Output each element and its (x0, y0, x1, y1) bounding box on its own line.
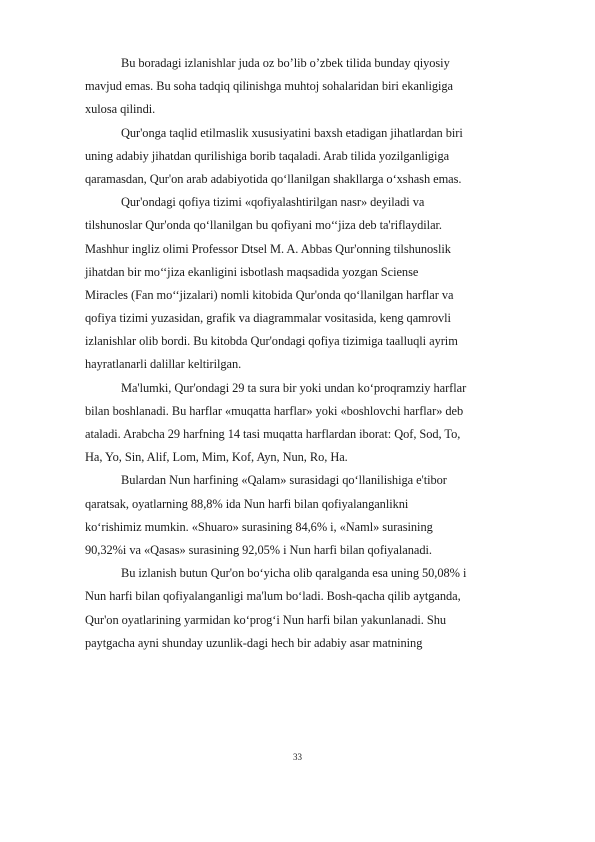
text-line: xulosa qilindi. (85, 102, 156, 117)
text-line: Bu boradagi izlanishlar juda oz bo’lib o’zbek tilida bunday qiyosiy (121, 56, 450, 70)
text-line: 90,32%i va «Qasas» surasining 92,05% i Nun harfi bilan qofiyalanadi. (85, 542, 432, 557)
text-line: qaratsak, oyatlarning 88,8% ida Nun harfi bilan qofiyalanganlikni (85, 496, 409, 511)
text-line: Qur'on oyatlarining yarmidan ko‘prog‘i Nun harfi bilan yakunlanadi. Shu (85, 612, 447, 627)
text-line: paytgacha ayni shunday uzunlik-dagi hech bir adabiy asar matnining (85, 635, 423, 650)
text-line: Ha, Yo, Sin, Alif, Lom, Mim, Kof, Ayn, Nun, Ro, Ha. (85, 450, 348, 465)
text-line: Miracles (Fan mo‘‘jizalari) nomli kitobida Qur'onda qo‘llanilgan harflar va (85, 287, 454, 302)
text-line: bilan boshlanadi. Bu harflar «muqatta harflar» yoki «boshlovchi harflar» deb (85, 403, 464, 418)
text-line: Qur'onga taqlid etilmaslik xususiyatini baxsh etadigan jihatlardan biri (121, 125, 463, 140)
text-line: Ma'lumki, Qur'ondagi 29 ta sura bir yoki undan ko‘proqramziy harflar (121, 380, 467, 395)
text-line: qaramasdan, Qur'on arab adabiyotida qo‘llanilgan shakllarga o‘xshash emas. (85, 171, 462, 186)
text-line: ko‘rishimiz mumkin. «Shuaro» surasining 84,6% i, «Naml» surasining (85, 519, 433, 534)
text-line: mavjud emas. Bu soha tadqiq qilinishga muhtoj sohalaridan biri ekanligiga (85, 79, 454, 94)
text-line: jihatdan bir mo‘‘jiza ekanligini isbotlash maqsadida yozgan Sciense (85, 264, 419, 279)
text-line: Nun harfi bilan qofiyalanganligi ma'lum bo‘ladi. Bosh-qacha qilib aytganda, (85, 589, 461, 604)
text-line: hayratlanarli dalillar keltirilgan. (85, 357, 242, 372)
text-line: ataladi. Arabcha 29 harfning 14 tasi muqatta harflardan iborat: Qof, Sod, To, (85, 427, 461, 441)
text-line: Qur'ondagi qofiya tizimi «qofiyalashtirilgan nasr» deyiladi va (121, 195, 425, 210)
document-body (85, 52, 547, 655)
text-line: uning adabiy jihatdan qurilishiga borib taqaladi. Arab tilida yozilganligiga (85, 148, 450, 163)
text-line: Mashhur ingliz olimi Professor Dtsel M. A. Abbas Qur'onning tilshunoslik (85, 241, 451, 256)
text-line: izlanishlar olib bordi. Bu kitobda Qur'ondagi qofiya tizimiga taalluqli ayrim (85, 334, 458, 349)
page-number: 33 (293, 752, 302, 762)
text-line: Bu izlanish butun Qur'on bo‘yicha olib qaralganda esa uning 50,08% i (121, 566, 467, 581)
text-line: Bulardan Nun harfining «Qalam» surasidagi qo‘llanilishiga e'tibor (121, 473, 447, 488)
text-line: tilshunoslar Qur'onda qo‘llanilgan bu qofiyani mo‘‘jiza deb ta'riflaydilar. (85, 218, 442, 233)
text-line: qofiya tizimi yuzasidan, grafik va diagrammalar vositasida, keng qamrovli (85, 311, 451, 326)
